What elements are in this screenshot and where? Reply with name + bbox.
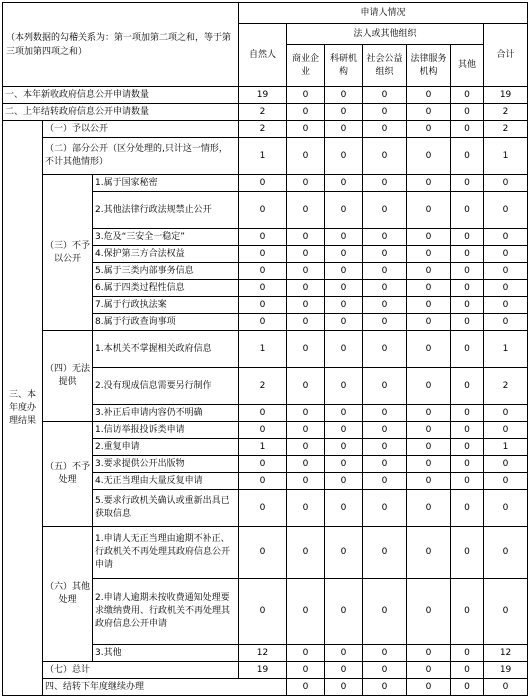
cell-value: 0 <box>239 263 287 280</box>
cell-value: 0 <box>363 662 407 679</box>
cell-value: 0 <box>407 405 451 422</box>
cell-value: 19 <box>239 662 287 679</box>
cell-value: 0 <box>451 473 484 490</box>
cell-value: 0 <box>363 456 407 473</box>
cell-value: 2 <box>239 368 287 405</box>
subcol-header: 商业企业 <box>287 45 325 87</box>
cell-value: 0 <box>451 280 484 297</box>
table-row <box>3 679 528 696</box>
cell-value: 0 <box>451 246 484 263</box>
cell-value: 0 <box>363 579 407 645</box>
cell-value: 0 <box>451 121 484 138</box>
cell-value: 0 <box>407 192 451 229</box>
subcol-header: 社会公益组织 <box>363 45 407 87</box>
row-label: 1.信访举报投诉类申请 <box>93 422 239 439</box>
row-label: 3.危及“三安全一稳定” <box>93 229 239 246</box>
cell-value: 0 <box>407 645 451 662</box>
cell-value: 0 <box>451 368 484 405</box>
cell-value: 0 <box>407 579 451 645</box>
cell-value: 0 <box>363 473 407 490</box>
cell-value: 0 <box>287 121 325 138</box>
cell-value: 0 <box>363 331 407 368</box>
cell-value: 0 <box>407 439 451 456</box>
cell-value: 0 <box>407 527 451 579</box>
cell-value: 1 <box>484 331 528 368</box>
cell-value: 0 <box>287 527 325 579</box>
cell-value: 0 <box>287 192 325 229</box>
cell-value: 0 <box>484 456 528 473</box>
cell-value: 0 <box>239 456 287 473</box>
cell-value: 0 <box>325 87 363 104</box>
cell-value: 0 <box>325 439 363 456</box>
cell-value: 2 <box>484 104 528 121</box>
cell-value: 0 <box>287 645 325 662</box>
cell-value: 0 <box>239 229 287 246</box>
cell-value: 0 <box>407 331 451 368</box>
cell-value: 0 <box>407 121 451 138</box>
cell-value: 0 <box>325 579 363 645</box>
cell-value: 0 <box>407 229 451 246</box>
cell-value: 0 <box>287 473 325 490</box>
total-header: 合计 <box>484 24 528 87</box>
cell-value: 0 <box>451 662 484 679</box>
cell-value: 0 <box>451 104 484 121</box>
cell-value: 0 <box>407 297 451 314</box>
cell-value: 0 <box>451 192 484 229</box>
cell-value: 0 <box>451 679 484 696</box>
cell-value: 0 <box>363 527 407 579</box>
row-label: 一、本年新收政府信息公开申请数量 <box>3 87 239 104</box>
cell-value: 0 <box>239 405 287 422</box>
cell-value: 0 <box>363 645 407 662</box>
cell-value: 0 <box>325 138 363 175</box>
cell-value: 2 <box>239 104 287 121</box>
row-label: 2.申请人逾期未按收费通知处理要求缴纳费用、行政机关不再处理其政府信息公开申请 <box>93 579 239 645</box>
cell-value: 0 <box>451 87 484 104</box>
cell-value: 0 <box>287 280 325 297</box>
cell-value: 0 <box>484 297 528 314</box>
cell-value: 0 <box>451 439 484 456</box>
cell-value: 0 <box>363 87 407 104</box>
row-label: 四、结转下年度继续办理 <box>43 679 287 696</box>
relation-note: （本列数据的勾稽关系为：第一项加第二项之和，等于第三项加第四项之和） <box>3 3 239 87</box>
cell-value: 0 <box>363 175 407 192</box>
table-row <box>3 662 528 679</box>
row-label: 二、上年结转政府信息公开申请数量 <box>3 104 239 121</box>
group-label-unable: （四）无法提供 <box>43 331 93 422</box>
cell-value: 0 <box>325 662 363 679</box>
cell-value: 0 <box>484 229 528 246</box>
row-label: 2.其他法律行政法规禁止公开 <box>93 192 239 229</box>
cell-value: 1 <box>239 138 287 175</box>
cell-value: 0 <box>325 405 363 422</box>
cell-value: 0 <box>325 192 363 229</box>
cell-value: 0 <box>407 473 451 490</box>
cell-value: 0 <box>484 527 528 579</box>
cell-value: 0 <box>239 246 287 263</box>
row-label: 5.属于三类内部事务信息 <box>93 263 239 280</box>
cell-value: 0 <box>287 368 325 405</box>
cell-value: 0 <box>325 263 363 280</box>
disclosure-table <box>2 2 528 696</box>
row-label: 1.本机关不掌握相关政府信息 <box>93 331 239 368</box>
cell-value: 0 <box>407 490 451 527</box>
cell-value: 0 <box>484 579 528 645</box>
cell-value: 0 <box>325 645 363 662</box>
cell-value: 2 <box>239 121 287 138</box>
cell-value: 0 <box>325 422 363 439</box>
cell-value: 0 <box>407 280 451 297</box>
natural-person-header: 自然人 <box>239 24 287 87</box>
cell-value: 0 <box>325 456 363 473</box>
table-row <box>3 104 528 121</box>
cell-value: 0 <box>451 263 484 280</box>
cell-value: 0 <box>363 280 407 297</box>
cell-value: 0 <box>325 490 363 527</box>
cell-value: 0 <box>239 314 287 331</box>
cell-value: 0 <box>325 297 363 314</box>
cell-value: 0 <box>363 422 407 439</box>
cell-value: 0 <box>407 679 451 696</box>
cell-value: 0 <box>287 246 325 263</box>
table-row <box>3 175 528 192</box>
group-label-other-processing: （六）其他处理 <box>43 527 93 662</box>
cell-value: 0 <box>484 473 528 490</box>
cell-value: 0 <box>239 579 287 645</box>
cell-value: 19 <box>239 87 287 104</box>
cell-value: 0 <box>484 314 528 331</box>
cell-value: 0 <box>407 662 451 679</box>
cell-value: 0 <box>239 297 287 314</box>
cell-value: 0 <box>363 679 407 696</box>
cell-value: 0 <box>484 175 528 192</box>
cell-value: 0 <box>484 263 528 280</box>
cell-value: 0 <box>363 439 407 456</box>
group-label-not-processed: （五）不予处理 <box>43 422 93 527</box>
table-row <box>3 138 528 175</box>
row-label: （一）予以公开 <box>43 121 239 138</box>
cell-value: 0 <box>363 246 407 263</box>
cell-value: 0 <box>363 405 407 422</box>
row-label: 1.申请人无正当理由逾期不补正、行政机关不再处理其政府信息公开申请 <box>93 527 239 579</box>
cell-value: 0 <box>363 263 407 280</box>
cell-value: 0 <box>451 579 484 645</box>
cell-value: 0 <box>407 87 451 104</box>
cell-value: 0 <box>287 263 325 280</box>
cell-value: 0 <box>325 314 363 331</box>
cell-value: 0 <box>363 192 407 229</box>
cell-value: 0 <box>239 473 287 490</box>
subcol-header: 其他 <box>451 45 484 87</box>
cell-value: 0 <box>287 456 325 473</box>
cell-value: 0 <box>287 104 325 121</box>
row-label: 8.属于行政查询事项 <box>93 314 239 331</box>
row-label: 4.保护第三方合法权益 <box>93 246 239 263</box>
cell-value: 0 <box>484 422 528 439</box>
cell-value: 0 <box>287 579 325 645</box>
cell-value: 0 <box>287 679 325 696</box>
cell-value: 1 <box>239 439 287 456</box>
subcol-header: 法律服务机构 <box>407 45 451 87</box>
cell-value: 0 <box>451 645 484 662</box>
row-label: 1.属于国家秘密 <box>93 175 239 192</box>
cell-value: 0 <box>451 297 484 314</box>
cell-value: 0 <box>407 456 451 473</box>
cell-value: 0 <box>363 490 407 527</box>
cell-value: 0 <box>287 405 325 422</box>
cell-value: 0 <box>407 138 451 175</box>
table-row <box>3 331 528 368</box>
cell-value: 0 <box>239 527 287 579</box>
cell-value: 0 <box>451 331 484 368</box>
cell-value: 0 <box>325 280 363 297</box>
cell-value: 0 <box>451 490 484 527</box>
cell-value: 0 <box>287 175 325 192</box>
cell-value: 1 <box>484 439 528 456</box>
cell-value: 0 <box>239 280 287 297</box>
cell-value: 0 <box>407 104 451 121</box>
row-label: （七）总计 <box>43 662 239 679</box>
row-label: 7.属于行政执法案 <box>93 297 239 314</box>
table-row <box>3 422 528 439</box>
cell-value: 0 <box>325 121 363 138</box>
cell-value: 0 <box>363 138 407 175</box>
cell-value: 0 <box>287 331 325 368</box>
cell-value: 2 <box>484 121 528 138</box>
cell-value: 0 <box>363 368 407 405</box>
cell-value: 0 <box>451 175 484 192</box>
cell-value: 0 <box>451 422 484 439</box>
cell-value: 0 <box>325 246 363 263</box>
cell-value: 0 <box>363 121 407 138</box>
cell-value: 2 <box>484 368 528 405</box>
cell-value: 0 <box>325 229 363 246</box>
cell-value: 0 <box>407 422 451 439</box>
cell-value: 0 <box>407 175 451 192</box>
cell-value: 0 <box>484 280 528 297</box>
cell-value: 0 <box>484 490 528 527</box>
cell-value: 0 <box>484 679 528 696</box>
table-row <box>3 121 528 138</box>
cell-value: 0 <box>239 422 287 439</box>
cell-value: 0 <box>325 104 363 121</box>
cell-value: 0 <box>407 246 451 263</box>
cell-value: 0 <box>287 87 325 104</box>
cell-value: 0 <box>325 527 363 579</box>
cell-value: 1 <box>239 331 287 368</box>
applicant-group-header: 申请人情况 <box>239 3 528 24</box>
cell-value: 0 <box>363 104 407 121</box>
row-label: 3.要求提供公开出版物 <box>93 456 239 473</box>
group-label-result: 三、本年度办理结果 <box>3 121 43 696</box>
cell-value: 0 <box>407 263 451 280</box>
cell-value: 0 <box>287 297 325 314</box>
cell-value: 1 <box>484 138 528 175</box>
subcol-header: 科研机构 <box>325 45 363 87</box>
row-label: 2.没有现成信息需要另行制作 <box>93 368 239 405</box>
cell-value: 0 <box>287 229 325 246</box>
cell-value: 19 <box>484 87 528 104</box>
cell-value: 0 <box>239 490 287 527</box>
cell-value: 0 <box>451 456 484 473</box>
group-label-not-disclosed: （三）不予以公开 <box>43 175 93 331</box>
cell-value: 0 <box>239 192 287 229</box>
cell-value: 0 <box>484 192 528 229</box>
row-label: 3.补正后申请内容仍不明确 <box>93 405 239 422</box>
cell-value: 0 <box>287 662 325 679</box>
cell-value: 0 <box>287 439 325 456</box>
cell-value: 0 <box>451 229 484 246</box>
cell-value: 0 <box>451 405 484 422</box>
cell-value: 0 <box>451 314 484 331</box>
cell-value: 0 <box>287 490 325 527</box>
table-row <box>3 527 528 579</box>
cell-value: 0 <box>325 368 363 405</box>
row-label: （二）部分公开（区分处理的,只计这一情形，不计其他情形） <box>43 138 239 175</box>
cell-value: 0 <box>325 175 363 192</box>
cell-value: 0 <box>287 138 325 175</box>
row-label: 6.属于四类过程性信息 <box>93 280 239 297</box>
cell-value: 0 <box>407 314 451 331</box>
cell-value: 0 <box>325 679 363 696</box>
cell-value: 19 <box>484 662 528 679</box>
cell-value: 12 <box>484 645 528 662</box>
cell-value: 0 <box>287 314 325 331</box>
row-label: 3.其他 <box>93 645 239 662</box>
cell-value: 0 <box>451 527 484 579</box>
row-label: 2.重复申请 <box>93 439 239 456</box>
cell-value: 0 <box>451 138 484 175</box>
cell-value: 0 <box>363 297 407 314</box>
cell-value: 0 <box>363 229 407 246</box>
cell-value: 12 <box>239 645 287 662</box>
cell-value: 0 <box>484 246 528 263</box>
cell-value: 0 <box>287 422 325 439</box>
cell-value: 0 <box>325 331 363 368</box>
row-label: 4.无正当理由大量反复申请 <box>93 473 239 490</box>
table-row <box>3 87 528 104</box>
cell-value: 0 <box>239 175 287 192</box>
legal-group-header: 法人或其他组织 <box>287 24 484 45</box>
cell-value: 0 <box>325 473 363 490</box>
cell-value: 0 <box>484 405 528 422</box>
cell-value: 0 <box>363 314 407 331</box>
row-label: 5.要求行政机关确认或重新出具已获取信息 <box>93 490 239 527</box>
cell-value: 0 <box>407 368 451 405</box>
